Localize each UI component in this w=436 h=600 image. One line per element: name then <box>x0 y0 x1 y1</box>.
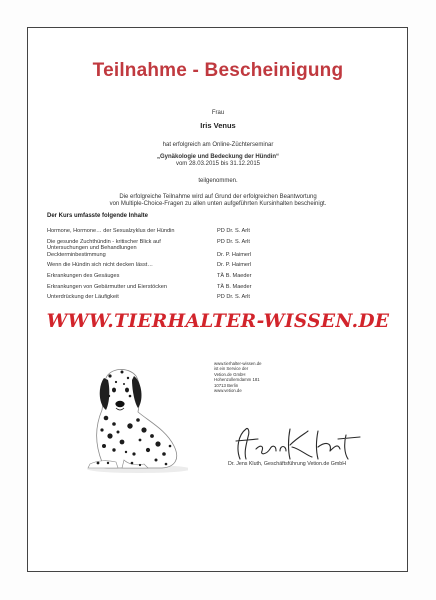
company-address <box>214 361 262 393</box>
course-speaker: Dr. P. Haimerl <box>217 262 252 269</box>
address-line: www.vetion.de <box>214 388 242 394</box>
course-list <box>47 228 347 301</box>
result-line-1: Die erfolgreiche Teilnahme wird auf Grund der erfolgreichen Beantwortung <box>119 194 317 200</box>
course-topic: Hormone, Hormone… der Sexualzyklus der Hündin <box>47 228 175 234</box>
course-row <box>47 284 347 291</box>
course-speaker: TÄ B. Maeder <box>217 283 252 290</box>
course-topic: Unterdrückung der Läufigkeit <box>47 294 119 301</box>
course-topic: Deckterminbestimmung <box>47 251 106 258</box>
signature-image <box>226 419 368 463</box>
address-line: ist ein Service der <box>214 366 249 372</box>
course-speaker: TÄ B. Maeder <box>217 272 252 279</box>
course-row <box>47 262 347 269</box>
taken-part-text: teilgenommen. <box>198 178 238 184</box>
course-row <box>47 228 347 235</box>
participant-name: Iris Venus <box>200 121 236 130</box>
dalmatian-dog-image <box>64 366 188 476</box>
signature-caption: Dr. Jens Kluth, Geschäftsführung Vetion.de GmbH <box>228 461 347 467</box>
course-topic: Wenn die Hündin sich nicht decken lässt… <box>47 262 153 269</box>
certificate-title: Teilnahme - Bescheinigung <box>92 60 344 81</box>
course-topic: Untersuchungen und Behandlungen <box>47 245 137 252</box>
course-speaker: PD Dr. S. Arlt <box>217 294 250 301</box>
course-topic: Erkrankungen des Gesäuges <box>47 272 120 279</box>
course-speaker: Dr. P. Haimerl <box>217 251 252 258</box>
salutation: Frau <box>211 110 225 116</box>
course-speaker: PD Dr. S. Arlt <box>217 238 250 245</box>
course-topic: Erkrankungen von Gebärmutter und Eierstöcken <box>47 283 168 290</box>
course-speaker: PD Dr. S. Arlt <box>217 228 250 234</box>
course-row <box>47 294 347 301</box>
seminar-title: „Gynäkologie und Bedeckung der Hündin“ <box>156 154 279 160</box>
address-line: Hohenzollerndamm 181 <box>214 377 260 383</box>
course-row <box>47 239 347 246</box>
result-line-2: von Multiple-Choice-Fragen zu allen unten aufgeführten Kursinhalten bescheinigt. <box>109 201 327 207</box>
address-line: Vetion.de GmbH <box>214 371 246 377</box>
address-line: www.tierhalter-wissen.de <box>214 361 262 366</box>
result-statement <box>0 194 436 208</box>
address-line: 10713 Berlin <box>214 382 239 388</box>
website-banner: WWW.TIERHALTER-WISSEN.DE <box>46 311 390 332</box>
statement-text: hat erfolgreich am Online-Züchterseminar <box>162 142 274 148</box>
course-contents-heading: Der Kurs umfasste folgende Inhalte <box>47 213 149 219</box>
course-row <box>47 245 347 252</box>
course-row <box>47 252 347 259</box>
course-topic: Die gesunde Zuchthündin - kritischer Blick auf <box>47 238 161 245</box>
course-row <box>47 273 347 280</box>
seminar-period: vom 28.03.2015 bis 31.12.2015 <box>175 161 261 167</box>
